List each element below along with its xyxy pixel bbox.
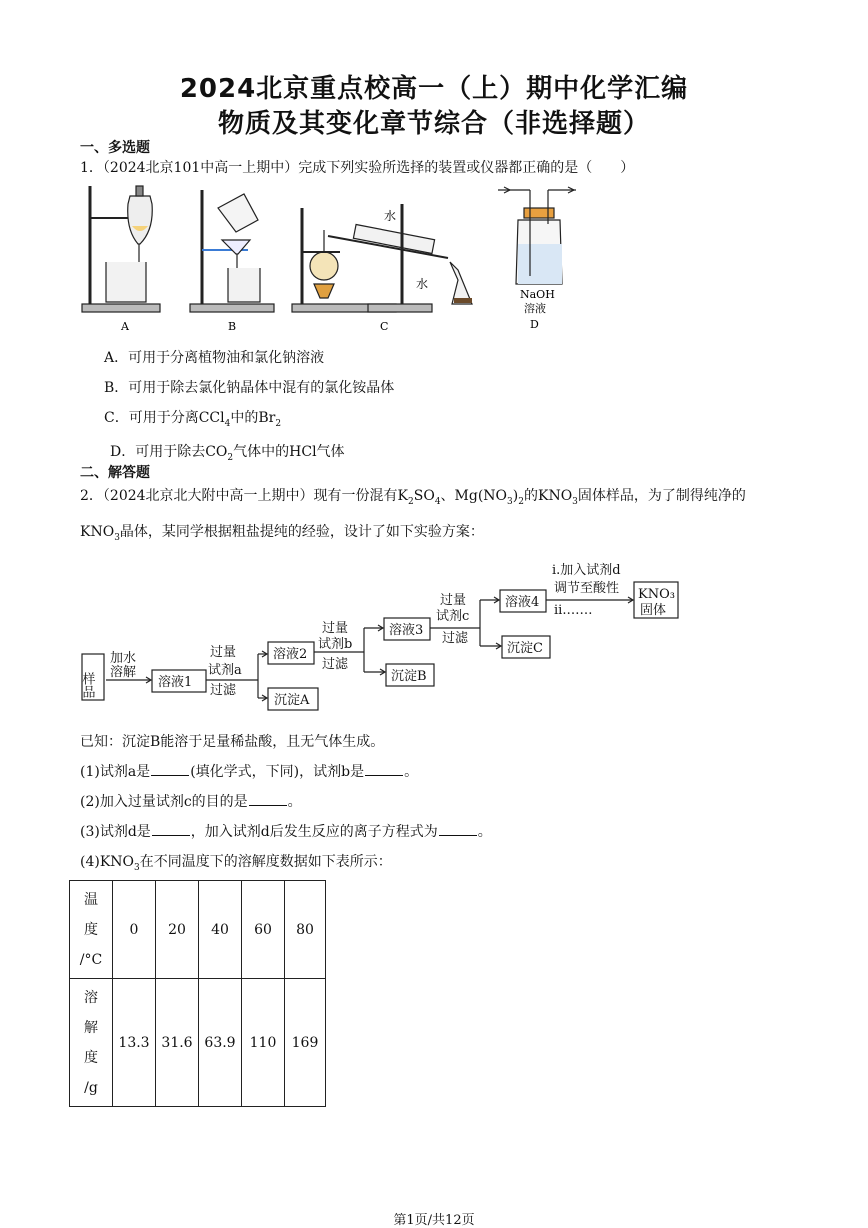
q1-option-b: B．可用于除去氯化钠晶体中混有的氯化铵晶体 <box>104 380 395 396</box>
q2-part1: (1)试剂a是 (填化学式，下同)，试剂b是 。 <box>80 764 419 780</box>
flow-step1-top: 过量 <box>210 645 237 660</box>
q2-part3: (3)试剂d是 ，加入试剂d后发生反应的离子方程式为 。 <box>80 824 492 840</box>
apparatus-d <box>498 187 576 284</box>
apparatus-label-b: B <box>228 320 237 333</box>
q2-known: 已知：沉淀B能溶于足量稀盐酸，且无气体生成。 <box>80 734 385 750</box>
section-heading-1: 一、多选题 <box>80 140 150 156</box>
apparatus-a <box>82 186 160 312</box>
flow-step2-top: 过量 <box>322 621 349 636</box>
table-row <box>70 979 326 1107</box>
flow-sol2: 溶液2 <box>273 647 308 662</box>
flow-step4-line2: 调节至酸性 <box>554 581 620 596</box>
apparatus-label-d: D <box>530 318 539 331</box>
flow-sol3: 溶液3 <box>389 623 424 638</box>
label-water-bottom: 水 <box>416 277 429 291</box>
flow-sample: 样品 <box>79 672 95 698</box>
flow-step1-bot: 过滤 <box>210 683 237 698</box>
q2-part4: $(4)KNO_3$在不同温度下的溶解度数据如下表所示： <box>80 854 392 873</box>
flow-step2-bot: 过滤 <box>322 657 349 672</box>
solubility-table <box>69 880 326 1107</box>
doc-title-line2: 物质及其变化章节综合（非选择题） <box>217 109 650 139</box>
section-heading-2: 二、解答题 <box>80 465 150 481</box>
table-cell: 63.9 <box>199 979 242 1107</box>
label-naoh-line2: 溶液 <box>524 302 546 315</box>
flow-step4-line3: ii.…… <box>554 603 593 618</box>
table-cell: 20 <box>156 881 199 979</box>
flow-step3-top: 过量 <box>440 593 467 608</box>
label-water-top: 水 <box>384 209 397 223</box>
flow-step2-mid: 试剂b <box>318 637 353 652</box>
flow-product-top: KNO₃ <box>638 587 675 602</box>
table-header-solubility: 溶 解 度 /g <box>70 979 113 1107</box>
apparatus-label-c: C <box>380 320 389 333</box>
table-cell: 60 <box>242 881 285 979</box>
apparatus-label-a: A <box>121 320 129 333</box>
flow-ppt-a: 沉淀A <box>274 693 310 708</box>
flow-step3-mid: 试剂c <box>436 609 470 624</box>
flow-sol1: 溶液1 <box>158 675 193 690</box>
page-footer: 第1页/共12页 <box>393 1213 475 1228</box>
answer-blank[interactable] <box>439 823 477 836</box>
flow-step3-bot: 过滤 <box>442 631 469 646</box>
apparatus-b <box>190 190 274 312</box>
q1-apparatus-figure <box>78 180 578 335</box>
answer-blank[interactable] <box>249 793 287 806</box>
flow-product-bot: 固体 <box>640 603 667 618</box>
q2-flow-diagram <box>78 556 698 716</box>
table-cell: 40 <box>199 881 242 979</box>
q1-option-c: C．可用于分离CCl$_4$中的$Br_2$ <box>104 410 282 429</box>
apparatus-c <box>292 204 472 312</box>
q1-option-a: A．可用于分离植物油和氯化钠溶液 <box>104 350 325 366</box>
q1-option-d: D．可用于除去$CO_2$气体中的HCl气体 <box>110 444 345 463</box>
table-header-temp: 温 度 /°C <box>70 881 113 979</box>
flow-step4-line1: i.加入试剂d <box>552 563 621 578</box>
doc-title-line1: 2024北京重点校高一（上）期中化学汇编 <box>179 74 689 104</box>
q2-stem-line1: 2．（2024北京北大附中高一上期中）现有一份混有$K_2SO_4$、$Mg(NO_3)_2$的$KNO_3$固体样品，为了制得纯净的 <box>80 488 746 507</box>
q1-stem: 1．（2024北京101中高一上期中）完成下列实验所选择的装置或仪器都正确的是（ ） <box>80 160 635 176</box>
q2-part2: (2)加入过量试剂c的目的是 。 <box>80 794 302 810</box>
flow-sol4: 溶液4 <box>505 595 540 610</box>
table-cell: 31.6 <box>156 979 199 1107</box>
table-cell: 0 <box>113 881 156 979</box>
table-cell: 169 <box>285 979 326 1107</box>
flow-step0-top: 加水 <box>110 651 137 666</box>
table-cell: 13.3 <box>113 979 156 1107</box>
flow-step1-mid: 试剂a <box>208 663 242 678</box>
table-cell: 110 <box>242 979 285 1107</box>
flow-step0-bot: 溶解 <box>110 665 137 680</box>
flow-ppt-c: 沉淀C <box>507 641 543 656</box>
answer-blank[interactable] <box>365 763 403 776</box>
table-cell: 80 <box>285 881 326 979</box>
answer-blank[interactable] <box>152 823 190 836</box>
label-naoh-line1: NaOH <box>520 288 555 301</box>
answer-blank[interactable] <box>151 763 189 776</box>
q2-stem-line2: $KNO_3$晶体，某同学根据粗盐提纯的经验，设计了如下实验方案： <box>80 524 484 543</box>
table-row <box>70 881 326 979</box>
flow-ppt-b: 沉淀B <box>391 669 427 684</box>
